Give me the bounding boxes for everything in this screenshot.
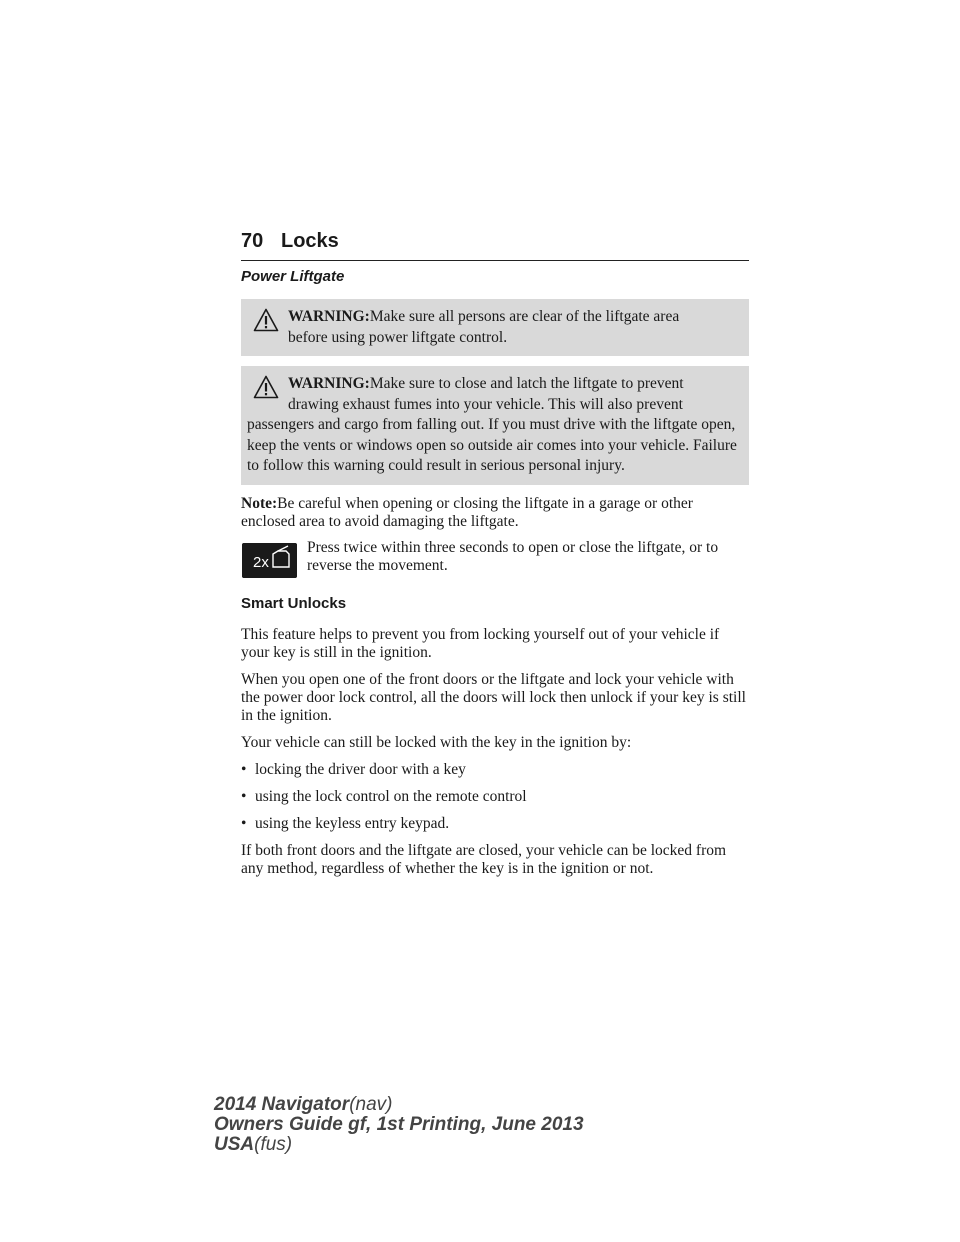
warning-label: WARNING: [288,375,370,392]
warning-triangle-icon [253,308,279,332]
footer-printing: Owners Guide gf, 1st Printing, June 2013 [214,1114,584,1135]
bullet-text: locking the driver door with a key [255,760,466,778]
warning-continuation: before using power liftgate control. [288,328,508,346]
liftgate-control-row [241,539,749,579]
paragraph: Your vehicle can still be locked with the key in the ignition by: [241,733,632,751]
bullet-text: using the keyless entry keypad. [255,814,450,832]
paragraph: This feature helps to prevent you from locking yourself out of your vehicle if your key is still in the ignition. [241,625,720,661]
footer-line [214,1095,584,1115]
warning-triangle-icon [253,375,279,399]
bullet-dot: • [241,814,247,832]
bullet-item [241,761,749,779]
bullet-item [241,788,749,806]
warning-text [247,307,743,328]
bullet-dot: • [241,760,247,778]
note-label: Note: [241,494,278,512]
bullet-item [241,815,749,833]
footer-model: 2014 Navigator [214,1094,350,1115]
page-footer [214,1095,584,1155]
page-header [241,230,749,261]
footer-market-code: (fus) [254,1134,293,1155]
note-text: Be careful when opening or closing the liftgate in a garage or other enclosed area to avoid damaging the liftgate. [241,494,693,530]
section-title-smart-unlocks: Smart Unlocks [241,594,347,612]
warning-first-line: Make sure all persons are clear of the liftgate area [369,308,680,325]
page-number: 70 [241,230,264,252]
bullet-dot: • [241,787,247,805]
liftgate-icon-label: 2x [253,553,269,571]
footer-line [214,1135,584,1155]
liftgate-2x-icon [242,543,297,578]
page-content [241,268,749,887]
chapter-title: Locks [281,230,339,252]
warning-continuation: drawing exhaust fumes into your vehicle. This will also prevent passengers and cargo from falling out. If you must drive with the liftgate open, keep the vents or windows open so outside air comes into your vehicle. Failure to follow this warning could result in serious personal injury. [247,395,737,474]
paragraph: If both front doors and the liftgate are closed, your vehicle can be locked from any method, regardless of whether the key is in the ignition or not. [241,841,727,877]
footer-market: USA [214,1134,255,1155]
warning-label: WARNING: [288,308,370,325]
warning-box [241,299,749,356]
liftgate-control-text: Press twice within three seconds to open or close the liftgate, or to reverse the movement. [307,538,719,574]
warning-text [247,374,743,395]
bullet-text: using the lock control on the remote control [255,787,527,805]
section-title-power-liftgate: Power Liftgate [241,268,345,285]
footer-model-code: (nav) [349,1094,393,1115]
warning-box [241,366,749,485]
warning-first-line: Make sure to close and latch the liftgate to prevent [369,375,684,392]
note-paragraph [241,495,749,531]
paragraph: When you open one of the front doors or the liftgate and lock your vehicle with the power door lock control, all the doors will lock then unlock if your key is still in the ignition. [241,670,746,724]
